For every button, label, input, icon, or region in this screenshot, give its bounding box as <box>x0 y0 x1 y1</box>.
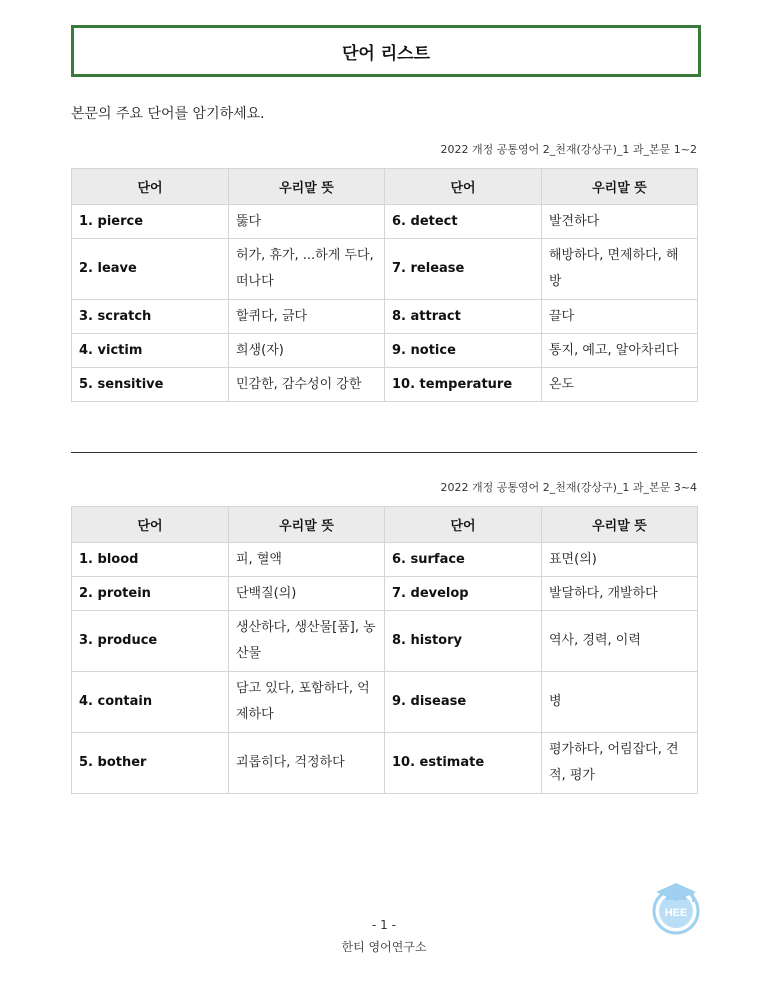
meaning-cell: 끌다 <box>542 300 698 334</box>
meaning-cell: 역사, 경력, 이력 <box>542 611 698 672</box>
section-1-source: 2022 개정 공통영어 2_천재(강상구)_1 과_본문 1~2 <box>440 143 697 156</box>
header-word: 단어 <box>72 169 229 205</box>
header-word: 단어 <box>385 507 542 543</box>
meaning-cell: 통지, 예고, 알아차리다 <box>542 334 698 368</box>
meaning-cell: 허가, 휴가, ...하게 두다, 떠나다 <box>229 239 385 300</box>
word-cell: 5. bother <box>72 733 229 794</box>
table-row <box>72 239 698 300</box>
footer-organization: 한티 영어연구소 <box>341 940 427 954</box>
table-row <box>72 733 698 794</box>
word-cell: 6. detect <box>385 205 542 239</box>
table-row <box>72 611 698 672</box>
section-2-source: 2022 개정 공통영어 2_천재(강상구)_1 과_본문 3~4 <box>440 481 697 494</box>
header-word: 단어 <box>72 507 229 543</box>
word-cell: 3. produce <box>72 611 229 672</box>
header-meaning: 우리말 뜻 <box>542 507 698 543</box>
header-meaning: 우리말 뜻 <box>229 169 385 205</box>
meaning-cell: 표면(의) <box>542 543 698 577</box>
meaning-cell: 온도 <box>542 368 698 402</box>
meaning-cell: 괴롭히다, 걱정하다 <box>229 733 385 794</box>
section-divider <box>71 452 697 453</box>
meaning-cell: 뚫다 <box>229 205 385 239</box>
vocab-table-2 <box>71 506 698 794</box>
table-row <box>72 368 698 402</box>
page-title: 단어 리스트 <box>71 25 701 77</box>
page-number: - 1 - <box>372 918 396 932</box>
meaning-cell: 발달하다, 개발하다 <box>542 577 698 611</box>
meaning-cell: 병 <box>542 672 698 733</box>
table-row <box>72 672 698 733</box>
meaning-cell: 피, 혈액 <box>229 543 385 577</box>
table-header-row <box>72 169 698 205</box>
header-word: 단어 <box>385 169 542 205</box>
word-cell: 7. develop <box>385 577 542 611</box>
meaning-cell: 민감한, 감수성이 강한 <box>229 368 385 402</box>
vocab-table-1 <box>71 168 698 402</box>
hee-logo-icon <box>651 880 701 936</box>
meaning-cell: 생산하다, 생산물[품], 농산물 <box>229 611 385 672</box>
word-cell: 10. estimate <box>385 733 542 794</box>
table-row <box>72 300 698 334</box>
word-cell: 9. disease <box>385 672 542 733</box>
instruction-text: 본문의 주요 단어를 암기하세요. <box>71 106 265 122</box>
meaning-cell: 담고 있다, 포함하다, 억제하다 <box>229 672 385 733</box>
word-cell: 2. protein <box>72 577 229 611</box>
word-cell: 1. pierce <box>72 205 229 239</box>
header-meaning: 우리말 뜻 <box>229 507 385 543</box>
word-cell: 2. leave <box>72 239 229 300</box>
header-meaning: 우리말 뜻 <box>542 169 698 205</box>
word-cell: 8. history <box>385 611 542 672</box>
table-row <box>72 334 698 368</box>
logo-text: HEE <box>664 907 688 919</box>
word-cell: 8. attract <box>385 300 542 334</box>
word-cell: 7. release <box>385 239 542 300</box>
word-cell: 1. blood <box>72 543 229 577</box>
word-cell: 6. surface <box>385 543 542 577</box>
word-cell: 5. sensitive <box>72 368 229 402</box>
meaning-cell: 평가하다, 어림잡다, 견적, 평가 <box>542 733 698 794</box>
word-cell: 10. temperature <box>385 368 542 402</box>
meaning-cell: 할퀴다, 긁다 <box>229 300 385 334</box>
table-header-row <box>72 507 698 543</box>
meaning-cell: 해방하다, 면제하다, 해방 <box>542 239 698 300</box>
table-row <box>72 205 698 239</box>
word-cell: 9. notice <box>385 334 542 368</box>
word-cell: 3. scratch <box>72 300 229 334</box>
meaning-cell: 발견하다 <box>542 205 698 239</box>
table-row <box>72 543 698 577</box>
table-row <box>72 577 698 611</box>
word-cell: 4. contain <box>72 672 229 733</box>
meaning-cell: 희생(자) <box>229 334 385 368</box>
meaning-cell: 단백질(의) <box>229 577 385 611</box>
word-cell: 4. victim <box>72 334 229 368</box>
